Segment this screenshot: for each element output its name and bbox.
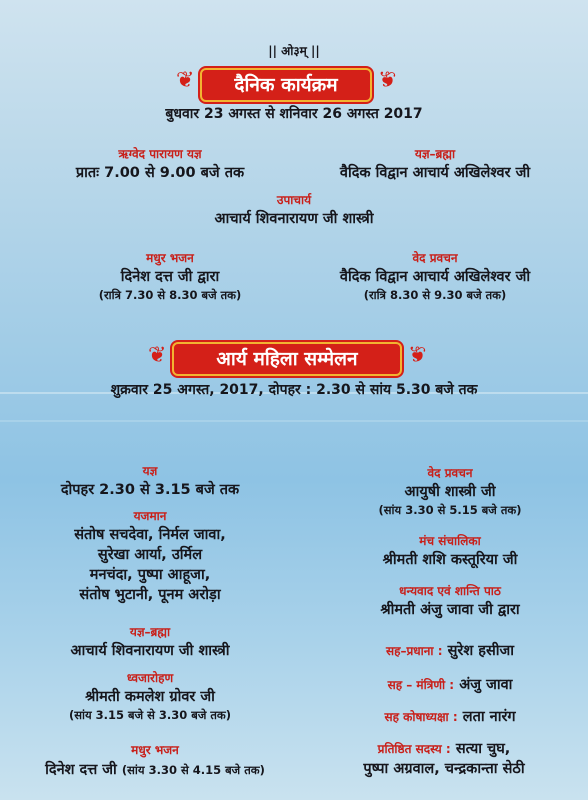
pradhana-row <box>320 640 580 661</box>
brahma-block-2 <box>10 624 290 661</box>
bhajan-heading: मधुर भजन <box>131 743 179 757</box>
rigveda-heading: ऋग्वेद पारायण यज्ञ <box>118 147 202 161</box>
pravachan-name: वैदिक विद्वान आचार्य अखिलेश्वर जी <box>339 269 531 285</box>
koshadhyaksha-label: सह कोषाध्यक्षा : <box>384 710 458 724</box>
yajman-block <box>20 508 280 605</box>
brahma-name: वैदिक विद्वान आचार्य अखिलेश्वर जी <box>339 165 531 181</box>
yajman-line: संतोष सचदेवा, निर्मल जावा, <box>74 527 226 543</box>
brahma-heading: यज्ञ–ब्रह्मा <box>414 147 456 161</box>
mantrini-label: सह – मंत्रिणी : <box>387 678 455 692</box>
upacharya-block <box>0 192 588 229</box>
brahma-heading: यज्ञ–ब्रह्मा <box>129 625 171 639</box>
bhajan-time: (रात्रि 7.30 से 8.30 बजे तक) <box>98 288 242 302</box>
bhajan-block-1 <box>40 250 300 304</box>
yajman-line: संतोष भुटानी, पूनम अरोड़ा <box>79 587 221 603</box>
dhwajarohan-name: श्रीमती कमलेश ग्रोवर जी <box>85 689 215 705</box>
pravachan-block-1 <box>290 250 580 304</box>
koshadhyaksha-name: लता नारंग <box>462 709 516 725</box>
pravachan-name: आयुषी शास्त्री जी <box>404 484 496 500</box>
sadasya-block <box>300 738 588 779</box>
upacharya-heading: उपाचार्य <box>276 193 312 207</box>
yagya-block <box>20 463 280 500</box>
yajman-line: मनचंदा, पुष्पा आहूजा, <box>89 567 211 583</box>
dhwajarohan-time: (सांय 3.15 बजे से 3.30 बजे तक) <box>68 708 232 722</box>
manch-heading: मंच संचालिका <box>419 534 481 548</box>
pravachan-block-2 <box>320 465 580 519</box>
paper-fold <box>0 420 588 422</box>
yajman-heading: यजमान <box>133 509 167 523</box>
banner-women-conference: आर्य महिला सम्मेलन <box>172 342 402 376</box>
pravachan-time: (रात्रि 8.30 से 9.30 बजे तक) <box>363 288 507 302</box>
mantrini-row <box>320 674 580 695</box>
dhwajarohan-block <box>10 670 290 724</box>
bhajan-block-2 <box>10 742 300 780</box>
floral-ornament-icon: ❦ <box>148 343 167 368</box>
floral-ornament-icon: ❦ <box>176 68 195 93</box>
rigveda-block <box>30 146 290 183</box>
conference-dates: शुक्रवार 25 अगस्त, 2017, दोपहर : 2.30 से सांय 5.30 बजे तक <box>110 382 478 398</box>
banner-daily-programme: दैनिक कार्यक्रम <box>200 68 372 102</box>
rigveda-time: प्रातः 7.00 से 9.00 बजे तक <box>75 165 245 181</box>
dhwajarohan-heading: ध्वजारोहण <box>126 671 174 685</box>
daily-dates: बुधवार 23 अगस्त से शनिवार 26 अगस्त 2017 <box>165 106 423 122</box>
dhanyavad-heading: धन्यवाद एवं शान्ति पाठ <box>399 584 501 598</box>
yagya-time: दोपहर 2.30 से 3.15 बजे तक <box>60 482 240 498</box>
bhajan-time: (सांय 3.30 से 4.15 बजे तक) <box>121 763 265 777</box>
manch-name: श्रीमती शशि कस्तूरिया जी <box>382 552 518 568</box>
koshadhyaksha-row <box>320 706 580 727</box>
yagya-heading: यज्ञ <box>142 464 158 478</box>
bhajan-name: दिनेश दत्त जी <box>45 762 117 778</box>
bhajan-heading: मधुर भजन <box>146 251 194 265</box>
brahma-name: आचार्य शिवनारायण जी शास्त्री <box>70 643 230 659</box>
bhajan-name: दिनेश दत्त जी द्वारा <box>120 269 220 285</box>
floral-ornament-icon: ❦ <box>378 68 397 93</box>
sadasya-name: सत्या चुघ, <box>455 741 511 757</box>
sadasya-label: प्रतिष्ठित सदस्य : <box>377 742 451 756</box>
pradhana-label: सह–प्रधाना : <box>385 644 443 658</box>
pravachan-time: (सांय 3.30 से 5.15 बजे तक) <box>378 503 522 517</box>
pravachan-heading: वेद प्रवचन <box>427 466 473 480</box>
floral-ornament-icon: ❦ <box>408 343 427 368</box>
om-header: || ओ३म् || <box>268 44 320 58</box>
yajman-line: सुरेखा आर्या, उर्मिल <box>97 547 203 563</box>
upacharya-name: आचार्य शिवनारायण जी शास्त्री <box>214 211 374 227</box>
pradhana-name: सुरेश हसीजा <box>447 643 515 659</box>
sadasya-line2: पुष्पा अग्रवाल, चन्द्रकान्ता सेठी <box>363 761 525 777</box>
dhanyavad-name: श्रीमती अंजु जावा जी द्वारा <box>380 602 520 618</box>
brahma-block-1 <box>300 146 570 183</box>
manch-block <box>320 533 580 570</box>
dhanyavad-block <box>320 583 580 620</box>
mantrini-name: अंजु जावा <box>459 677 513 693</box>
pravachan-heading: वेद प्रवचन <box>412 251 458 265</box>
